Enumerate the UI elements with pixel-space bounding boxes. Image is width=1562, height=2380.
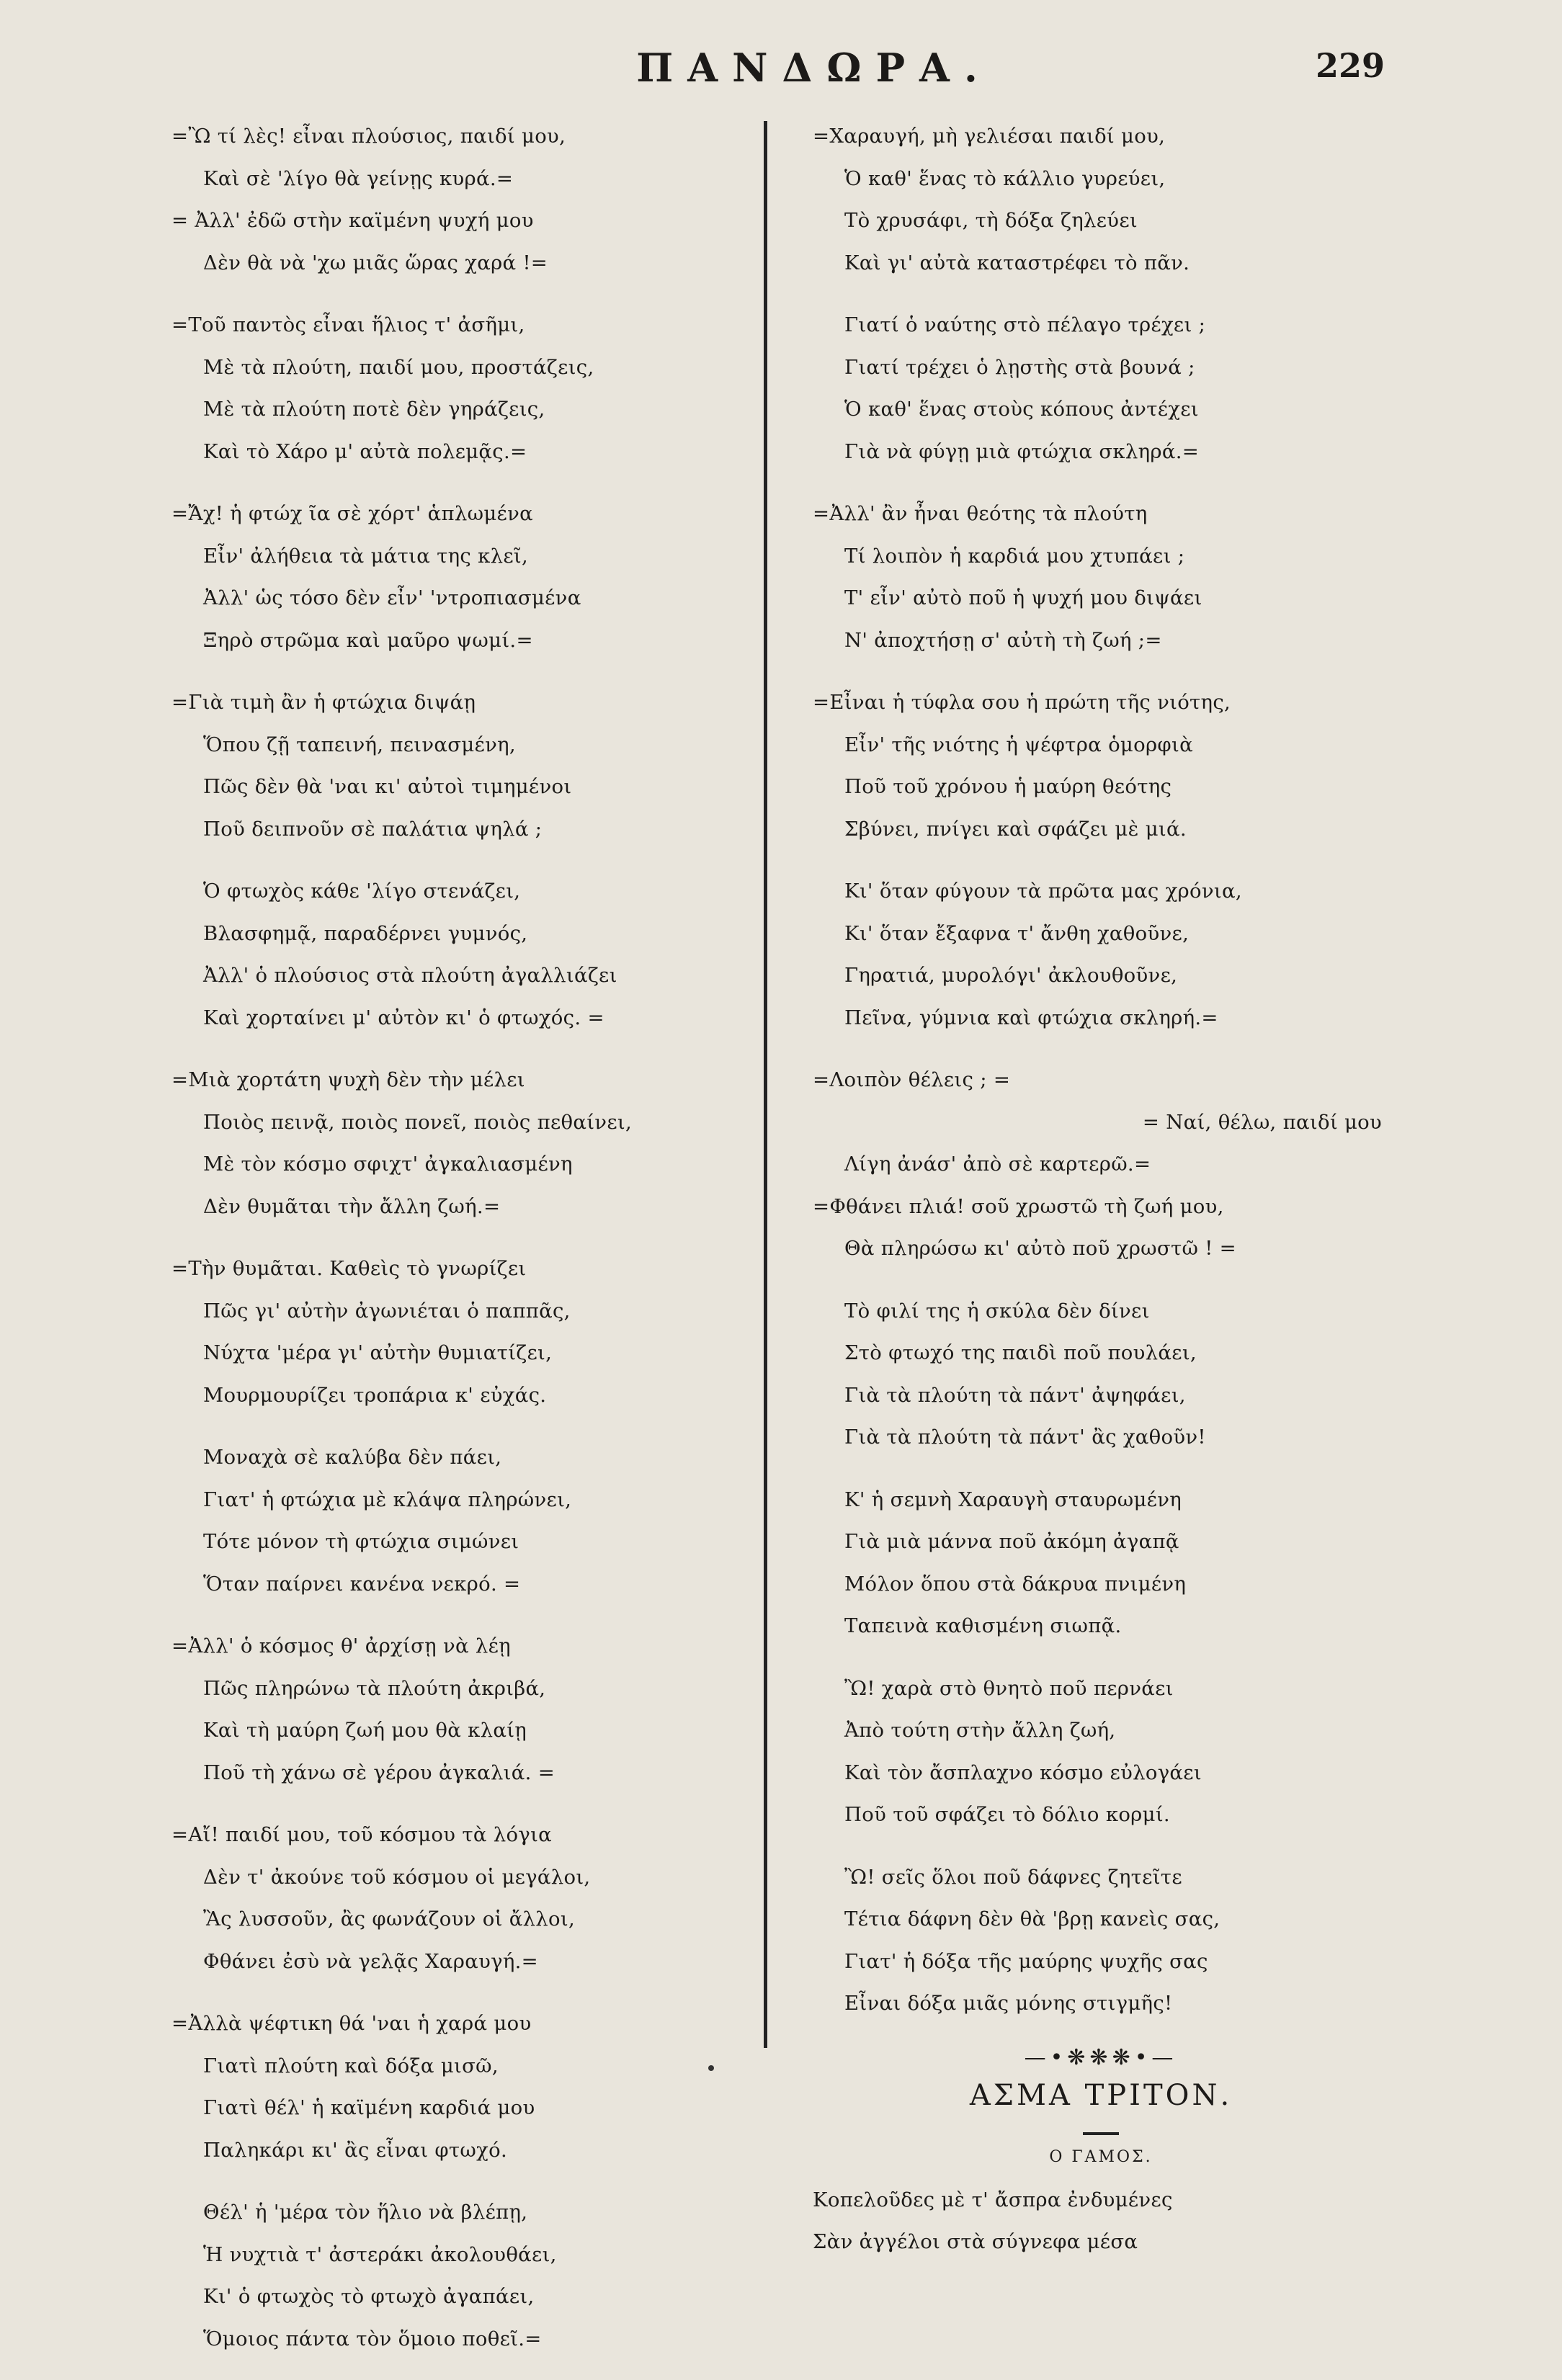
verse-line: Βλασφημᾷ, παραδέρνει γυμνός, xyxy=(203,921,528,945)
verse-line: Δὲν θυμᾶται τὴν ἄλλη ζωή.= xyxy=(203,1194,501,1218)
verse-line: Μουρμουρίζει τροπάρια κ' εὐχάς. xyxy=(203,1383,547,1407)
verse-line: Ὁ φτωχὸς κάθε 'λίγο στενάζει, xyxy=(203,880,521,903)
footer-mark xyxy=(708,2065,714,2071)
verse-line: Γιατ' ἡ δόξα τῆς μαύρης ψυχῆς σας xyxy=(844,1949,1208,1973)
stanza xyxy=(813,493,1389,661)
verse-line: =Γιὰ τιμὴ ἂν ἡ φτώχια διψάῃ xyxy=(171,691,476,714)
verse-line: Ποῦ τοῦ σφάζει τὸ δόλιο κορμί. xyxy=(844,1803,1170,1826)
stanza xyxy=(813,1856,1389,2025)
verse-line: Καὶ τὸν ἄσπλαχνο κόσμο εὐλογάει xyxy=(844,1761,1202,1784)
verse-line: Γιὰ τὰ πλούτη τὰ πάντ' ἂς χαθοῦν! xyxy=(844,1426,1206,1449)
stanza xyxy=(171,304,748,473)
verse-line: =Χαραυγή, μὴ γελιέσαι παιδί μου, xyxy=(813,125,1166,148)
verse-line: Κι' ὅταν φύγουν τὰ πρῶτα μας χρόνια, xyxy=(844,880,1242,903)
verse-line: Τί λοιπὸν ἡ καρδιά μου χτυπάει ; xyxy=(844,544,1185,568)
verse-line: Εἶν' τῆς νιότης ἡ ψέφτρα ὁμορφιὰ xyxy=(844,733,1193,756)
stanza xyxy=(171,493,748,661)
verse-line: =Ὢ τί λὲς! εἶναι πλούσιος, παιδί μου, xyxy=(171,125,566,148)
stanza xyxy=(171,1436,748,1605)
stanza xyxy=(171,1059,748,1227)
verse-line: Πεῖνα, γύμνια καὶ φτώχια σκληρή.= xyxy=(844,1006,1218,1029)
stanza xyxy=(813,1290,1389,1459)
verse-line: Ὁ καθ' ἕνας στοὺς κόπους ἀντέχει xyxy=(844,398,1199,421)
verse-line: Φθάνει ἐσὺ νὰ γελᾷς Χαραυγή.= xyxy=(203,1949,539,1973)
verse-line: Τότε μόνον τὴ φτώχια σιμώνει xyxy=(203,1530,519,1553)
verse-line: Κ' ἡ σεμνὴ Χαραυγὴ σταυρωμένη xyxy=(844,1488,1182,1511)
verse-line: Τ' εἶν' αὐτὸ ποῦ ἡ ψυχή μου διψάει xyxy=(844,586,1202,609)
stanza xyxy=(171,1814,748,1982)
verse-line: Λίγη ἀνάσ' ἀπὸ σὲ καρτερῶ.= xyxy=(844,1153,1151,1176)
page-header xyxy=(0,45,1562,95)
verse-line: Πῶς πληρώνω τὰ πλούτη ἀκριβά, xyxy=(203,1676,546,1700)
verse-line: Νύχτα 'μέρα γι' αὐτὴν θυμιατίζει, xyxy=(203,1341,553,1364)
verse-line: Ποῦ τὴ χάνω σὲ γέρου ἀγκαλιά. = xyxy=(203,1761,555,1784)
verse-line: =Ἀλλ' ἂν ἦναι θεότης τὰ πλούτη xyxy=(813,502,1148,525)
verse-line: Ἡ νυχτιὰ τ' ἀστεράκι ἀκολουθάει, xyxy=(203,2242,557,2266)
verse-line: =Φθάνει πλιά! σοῦ χρωστῶ τὴ ζωή μου, xyxy=(813,1194,1224,1218)
section-subtitle: Ο ΓΑΜΟΣ. xyxy=(1049,2147,1153,2166)
verse-line: Ἀπὸ τούτη στὴν ἄλλη ζωή, xyxy=(844,1719,1116,1742)
verse-line: Σὰν ἀγγέλοι στὰ σύγνεφα μέσα xyxy=(813,2230,1138,2253)
verse-line: Εἶν' ἀλήθεια τὰ μάτια της κλεῖ, xyxy=(203,544,529,568)
verse-line: Γιὰ νὰ φύγῃ μιὰ φτώχια σκληρά.= xyxy=(844,439,1200,463)
verse-line: Ποῦ τοῦ χρόνου ἡ μαύρη θεότης xyxy=(844,775,1172,798)
stanza xyxy=(171,681,748,850)
stanza xyxy=(171,1625,748,1794)
verse-line: Ὢ! χαρὰ στὸ θνητὸ ποῦ περνάει xyxy=(844,1676,1174,1700)
left-column xyxy=(171,115,748,2380)
right-column xyxy=(813,115,1389,2283)
verse-line: Μόλον ὅπου στὰ δάκρυα πνιμένη xyxy=(844,1572,1187,1596)
verse-line: Πῶς δὲν θὰ 'ναι κι' αὐτοὶ τιμημένοι xyxy=(203,775,572,798)
verse-line: Σβύνει, πνίγει καὶ σφάζει μὲ μιά. xyxy=(844,817,1187,841)
verse-line: Γιατ' ἡ φτώχια μὲ κλάψα πληρώνει, xyxy=(203,1488,572,1511)
verse-line: Γιὰ μιὰ μάννα ποῦ ἀκόμη ἀγαπᾷ xyxy=(844,1530,1179,1553)
stanza xyxy=(171,2191,748,2360)
stanza xyxy=(813,870,1389,1039)
stanza xyxy=(171,2003,748,2171)
verse-line: Κοπελοῦδες μὲ τ' ἄσπρα ἐνδυμένες xyxy=(813,2188,1173,2211)
verse-line: =Τοῦ παντὸς εἶναι ἥλιος τ' ἀσῆμι, xyxy=(171,313,525,336)
verse-line: =Τὴν θυμᾶται. Καθεὶς τὸ γνωρίζει xyxy=(171,1257,527,1280)
verse-line: Ἀλλ' ὁ πλούσιος στὰ πλούτη ἀγαλλιάζει xyxy=(203,964,617,987)
stanza xyxy=(813,2179,1389,2263)
stanza xyxy=(813,304,1389,473)
verse-line: Γιατὶ πλούτη καὶ δόξα μισῶ, xyxy=(203,2054,499,2077)
verse-line: Ὅπου ζῇ ταπεινή, πεινασμένη, xyxy=(203,733,516,756)
verse-line: Παληκάρι κι' ἂς εἶναι φτωχό. xyxy=(203,2138,507,2162)
verse-line: Ἀλλ' ὡς τόσο δὲν εἶν' 'ντροπιασμένα xyxy=(203,586,581,609)
verse-line: Τὸ χρυσάφι, τὴ δόξα ζηλεύει xyxy=(844,209,1138,232)
verse-line: Θὰ πληρώσω κι' αὐτὸ ποῦ χρωστῶ ! = xyxy=(844,1237,1236,1260)
verse-line: Θέλ' ἡ 'μέρα τὸν ἥλιο νὰ βλέπῃ, xyxy=(203,2201,528,2224)
verse-line: Ποῦ δειπνοῦν σὲ παλάτια ψηλά ; xyxy=(203,817,543,841)
verse-line: Κι' ὅταν ἔξαφνα τ' ἄνθη χαθοῦνε, xyxy=(844,921,1190,945)
verse-line: Πῶς γι' αὐτὴν ἀγωνιέται ὁ παππᾶς, xyxy=(203,1299,571,1323)
column-divider xyxy=(764,121,767,2048)
verse-line: Ὅταν παίρνει κανένα νεκρό. = xyxy=(203,1572,521,1596)
verse-line: =Εἶναι ἡ τύφλα σου ἡ πρώτη τῆς νιότης, xyxy=(813,691,1231,714)
verse-line: =Ἄχ! ἡ φτώχ ῖα σὲ χόρτ' ἁπλωμένα xyxy=(171,502,533,525)
verse-line: Ξηρὸ στρῶμα καὶ μαῦρο ψωμί.= xyxy=(203,628,533,652)
verse-line: Καὶ τὴ μαύρη ζωή μου θὰ κλαίῃ xyxy=(203,1719,527,1742)
verse-line: Μὲ τὸν κόσμο σφιχτ' ἀγκαλιασμένη xyxy=(203,1153,573,1176)
stanza xyxy=(813,1668,1389,1836)
verse-line: Ταπεινὰ καθισμένη σιωπᾷ. xyxy=(844,1614,1122,1637)
verse-line: Στὸ φτωχό της παιδὶ ποῦ πουλάει, xyxy=(844,1341,1197,1364)
verse-line: =Λοιπὸν θέλεις ; = xyxy=(813,1068,1011,1091)
ornament-divider: —•❋❋❋•— xyxy=(1024,2044,1178,2070)
verse-line: Τέτια δάφνη δὲν θὰ 'βρῃ κανεὶς σας, xyxy=(844,1907,1220,1931)
verse-line: Δὲν θὰ νὰ 'χω μιᾶς ὥρας χαρά != xyxy=(203,251,548,274)
verse-line: =Ἀλλὰ ψέφτικη θά 'ναι ἡ χαρά μου xyxy=(171,2012,532,2035)
verse-line: Ὅμοιος πάντα τὸν ὅμοιο ποθεῖ.= xyxy=(203,2327,542,2350)
page-number: 229 xyxy=(1315,46,1385,85)
verse-line: Καὶ σὲ 'λίγο θὰ γείνῃς κυρά.= xyxy=(203,166,514,190)
verse-line: Καὶ τὸ Χάρο μ' αὐτὰ πολεμᾷς.= xyxy=(203,439,527,463)
stanza xyxy=(813,1059,1389,1270)
verse-line: Ποιὸς πεινᾷ, ποιὸς πονεῖ, ποιὸς πεθαίνει, xyxy=(203,1110,632,1134)
verse-line: Μοναχὰ σὲ καλύβα δὲν πάει, xyxy=(203,1446,502,1469)
verse-line: Γιατί τρέχει ὁ λῃστὴς στὰ βουνά ; xyxy=(844,355,1195,379)
verse-line: Μὲ τὰ πλούτη, παιδί μου, προστάζεις, xyxy=(203,355,594,379)
verse-line: = Ναί, θέλω, παιδί μου xyxy=(1142,1110,1382,1134)
verse-line: Καὶ χορταίνει μ' αὐτὸν κι' ὁ φτωχός. = xyxy=(203,1006,604,1029)
stanza xyxy=(171,870,748,1039)
verse-line: Τὸ φιλί της ἡ σκύλα δὲν δίνει xyxy=(844,1299,1150,1323)
verse-line: Ν' ἀποχτήσῃ σ' αὐτὴ τὴ ζωή ;= xyxy=(844,628,1162,652)
verse-line: Ἂς λυσσοῦν, ἂς φωνάζουν οἱ ἄλλοι, xyxy=(203,1907,576,1931)
verse-line: Γιὰ τὰ πλούτη τὰ πάντ' ἀψηφάει, xyxy=(844,1383,1186,1407)
verse-line: = Ἀλλ' ἐδῶ στὴν καϊμένη ψυχή μου xyxy=(171,209,534,232)
verse-line: Καὶ γι' αὐτὰ καταστρέφει τὸ πᾶν. xyxy=(844,251,1190,274)
verse-line: Γιατὶ θέλ' ἡ καϊμένη καρδιά μου xyxy=(203,2096,535,2119)
verse-line: Εἶναι δόξα μιᾶς μόνης στιγμῆς! xyxy=(844,1992,1173,2015)
verse-line: Μὲ τὰ πλούτη ποτὲ δὲν γηράζεις, xyxy=(203,398,545,421)
verse-line: Γιατί ὁ ναύτης στὸ πέλαγο τρέχει ; xyxy=(844,313,1206,336)
verse-line: =Μιὰ χορτάτη ψυχὴ δὲν τὴν μέλει xyxy=(171,1068,525,1091)
verse-line: Γηρατιά, μυρολόγι' ἀκλουθοῦνε, xyxy=(844,964,1178,987)
verse-line: Ὁ καθ' ἕνας τὸ κάλλιο γυρεύει, xyxy=(844,166,1166,190)
stanza xyxy=(171,115,748,284)
verse-line: Κι' ὁ φτωχὸς τὸ φτωχὸ ἀγαπάει, xyxy=(203,2285,535,2308)
stanza xyxy=(813,1479,1389,1647)
stanza xyxy=(813,681,1389,850)
short-rule xyxy=(1083,2132,1119,2135)
verse-line: Δὲν τ' ἀκούνε τοῦ κόσμου οἱ μεγάλοι, xyxy=(203,1865,591,1889)
verse-line: =Ἀλλ' ὁ κόσμος θ' ἀρχίσῃ νὰ λέῃ xyxy=(171,1634,511,1658)
running-title: ΠΑΝΔΩΡΑ. xyxy=(636,45,992,91)
stanza xyxy=(171,1248,748,1416)
stanza xyxy=(813,115,1389,284)
verse-line: Ὢ! σεῖς ὅλοι ποῦ δάφνες ζητεῖτε xyxy=(844,1865,1182,1889)
verse-line: =Αἴ! παιδί μου, τοῦ κόσμου τὰ λόγια xyxy=(171,1823,553,1846)
section-title: ΑΣΜΑ ΤΡΙΤΟΝ. xyxy=(969,2078,1233,2112)
